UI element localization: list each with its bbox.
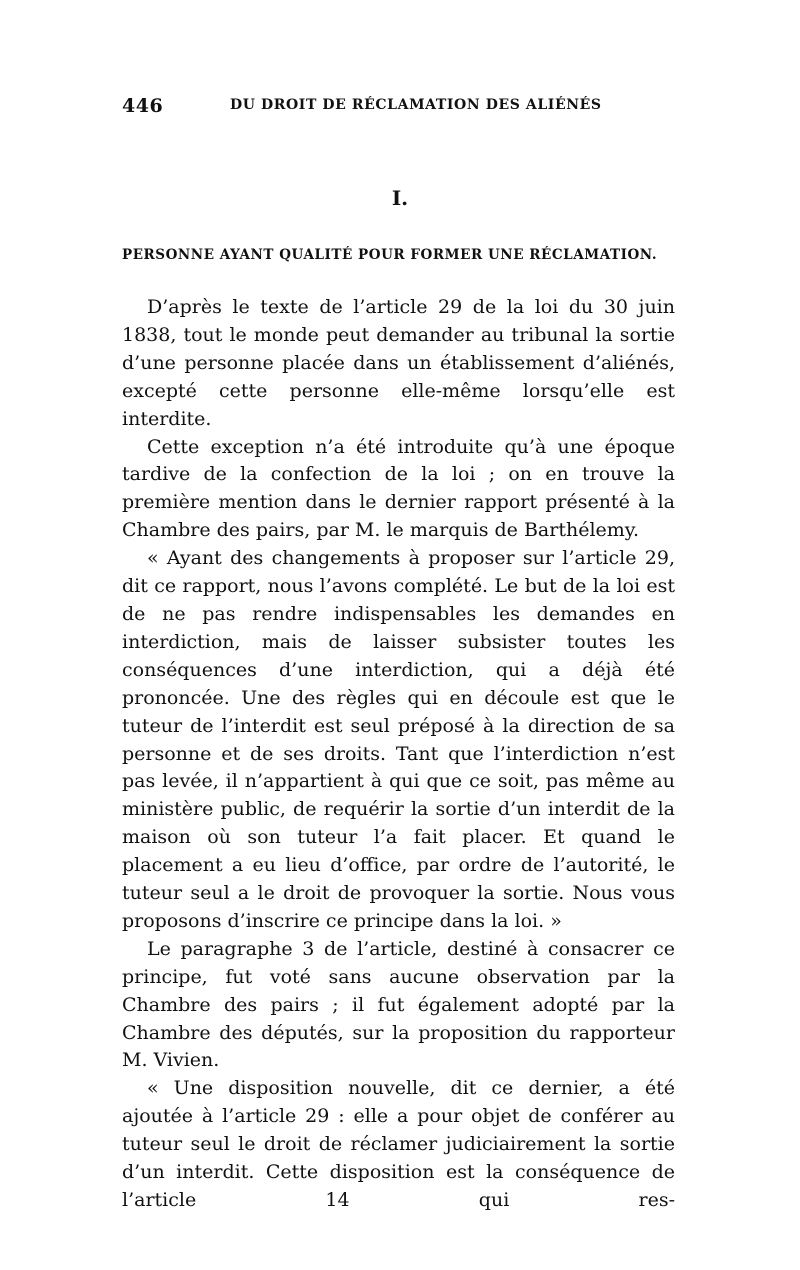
paragraph-5: « Une disposition nouvelle, dit ce dernier, a été ajoutée à l’article 29 : elle a pour objet de conférer au tuteur seul le droit de réclamer judiciairement la sortie d’un interdit. Cette disposition est la conséquence de l’article 14 qui res- [122,1077,675,1211]
section-title: PERSONNE AYANT QUALITÉ POUR FORMER UNE RÉCLAMATION. [122,247,658,263]
paragraph-2: Cette exception n’a été introduite qu’à une époque tardive de la confection de la loi ; on en trouve la première mention dans le dernier rapport présenté à la Chambre des pairs, par M. le marquis de Barthélemy. [122,435,675,542]
paragraph-1: D’après le texte de l’article 29 de la loi du 30 juin 1838, tout le monde peut demander au tribunal la sortie d’une personne placée dans un établissement d’aliénés, excepté cette personne elle-même lorsqu’elle est interdite. [122,296,675,430]
paragraph-3: « Ayant des changements à proposer sur l’article 29, dit ce rapport, nous l’avons complété. Le but de la loi est de ne pas rendre indispensables les demandes en interdiction, mais de laisser subsister toutes les conséquences d’une interdiction, qui a déjà été prononcée. Une des règles qui en découle est que le tuteur de l’interdit est seul préposé à la direction de sa personne et de ses droits. Tant que l’interdiction n’est pas levée, il n’appartient à qui que ce soit, pas même au ministère public, de requérir la sortie d’un interdit de la maison où son tuteur l’a fait placer. Et quand le placement a eu lieu d’office, par ordre de l’autorité, le tuteur seul a le droit de provoquer la sortie. Nous vous proposons d’inscrire ce principe dans la loi. » [122,547,675,932]
running-head [122,95,677,119]
paragraph-4: Le paragraphe 3 de l’article, destiné à consacrer ce principe, fut voté sans aucune observation par la Chambre des pairs ; il fut également adopté par la Chambre des députés, sur la proposition du rapporteur M. Vivien. [122,937,675,1072]
body-text [122,294,675,1215]
page-number: 446 [122,95,164,117]
running-title: DU DROIT DE RÉCLAMATION DES ALIÉNÉS [230,97,602,113]
section-number: I. [391,186,409,210]
